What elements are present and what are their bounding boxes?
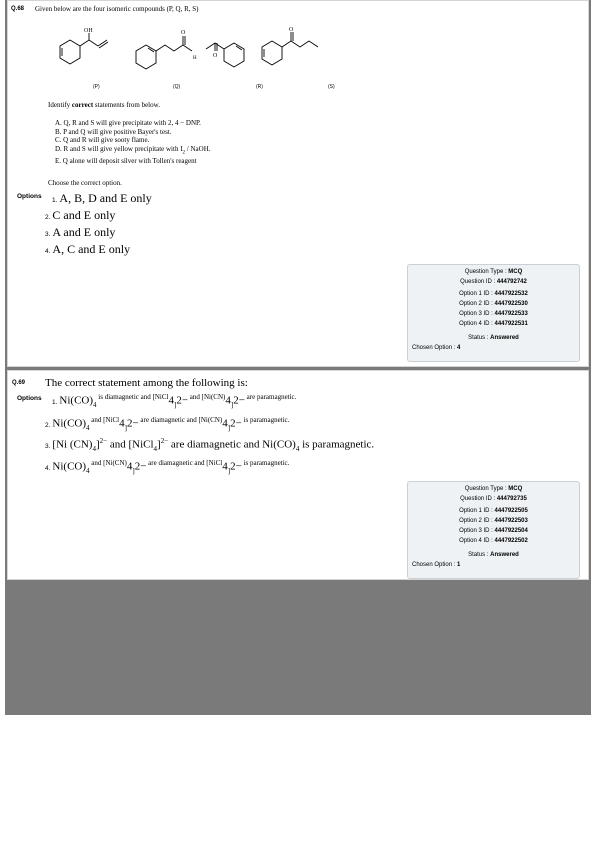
option-text-segment: 4: [119, 417, 125, 430]
option-text-segment: Ni(CO): [52, 460, 87, 473]
atom-oh: OH: [84, 28, 93, 34]
option-text-segment: is paramagnetic.: [299, 438, 375, 451]
option-text-segment: 4: [86, 423, 90, 432]
question-info-panel: Question Type : MCQ Question ID : 444792742 Option 1 ID : 4447922532 Option 2 ID : 4447922530 Option 3 ID : 4447922533 Option 4 ID : 4447922531 Status : Answered Chosen Option : 4: [407, 264, 580, 362]
option-text-segment: ]: [124, 423, 127, 432]
question-69: [7, 370, 589, 580]
option-text-segment: 4: [153, 444, 158, 453]
option-text-segment: 2−: [160, 437, 169, 445]
option-text-segment: Ni(CO): [59, 394, 94, 407]
option-number: 1.: [52, 398, 58, 406]
option-text-segment: ]: [227, 466, 231, 475]
option-text-segment: 4: [86, 466, 90, 475]
atom-o-r: O: [213, 53, 218, 59]
option-2[interactable]: [45, 416, 289, 432]
ring-s: [262, 41, 282, 65]
ring-p: [60, 40, 80, 64]
option-text-segment: 2−: [126, 417, 139, 430]
option-text-segment: ]: [157, 438, 161, 451]
option-3[interactable]: 3. A and E only: [45, 225, 116, 239]
option-text-segment: ]: [227, 423, 231, 432]
atom-h-q: H: [193, 56, 197, 61]
question-number: Q.69: [12, 380, 26, 386]
option-text-segment: and [NiCl: [89, 416, 120, 424]
option-text-segment: and [Ni(CN): [188, 393, 226, 401]
option-text-segment: 4: [92, 444, 96, 453]
option-text-segment: 4: [295, 444, 300, 453]
identify-instruction: Identify correct statements from below.: [48, 101, 160, 109]
statement-b: B. P and Q will give positive Bayer's test.: [55, 127, 172, 136]
option-text-segment: and [Ni(CN): [89, 459, 127, 467]
statement-e: E. Q alone will deposit silver with Tollen's reagent: [55, 157, 197, 166]
option-text-segment: 2−: [230, 460, 242, 473]
atom-o-q: O: [181, 30, 186, 36]
label-r: (R): [256, 84, 263, 90]
option-text-segment: is diamagnetic and [NiCl: [96, 393, 169, 401]
statement-d: D. R and S will give yellow precipitate with $I_2$ / NaOH.: [55, 144, 211, 155]
option-text-segment: is paramagnetic.: [241, 416, 290, 424]
statement-list: [55, 119, 211, 166]
label-q: (Q): [173, 84, 181, 90]
option-text-segment: [Ni (CN): [52, 438, 93, 451]
option-text-segment: Ni(CO): [52, 417, 87, 430]
option-text-segment: are diamagnetic and Ni(CO): [168, 438, 296, 451]
option-text-segment: 4: [222, 460, 228, 473]
option-text-segment: are paramagnetic.: [244, 393, 297, 401]
option-text-segment: 4: [225, 394, 231, 407]
option-text-segment: 2−: [134, 460, 147, 473]
option-2[interactable]: 2. C and E only: [45, 208, 116, 222]
option-number: 4.: [45, 464, 51, 472]
label-p: (P): [93, 84, 100, 90]
option-number: 3.: [45, 442, 51, 450]
question-prompt: The correct statement among the following is:: [45, 377, 248, 389]
option-text-segment: 2−: [99, 437, 108, 445]
question-prompt: Given below are the four isomeric compounds (P, Q, R, S): [35, 5, 199, 13]
question-68: [7, 0, 589, 367]
option-text-segment: and [NiCl: [107, 438, 154, 451]
atom-o-s: O: [289, 27, 294, 33]
option-1[interactable]: [52, 393, 296, 409]
option-text-segment: ]: [230, 400, 234, 409]
chain-s: [282, 41, 318, 47]
options-label: Options: [17, 395, 42, 402]
ring-q: [136, 45, 156, 69]
choose-instruction: Choose the correct option.: [48, 179, 122, 187]
option-text-segment: are diamagnetic and [Ni(CN): [138, 416, 223, 424]
option-4[interactable]: [45, 459, 289, 475]
option-text-segment: are diamagnetic and [NiCl: [146, 459, 223, 467]
option-text-segment: 2−: [176, 394, 189, 407]
question-info-panel: Question Type : MCQ Question ID : 444792735 Option 1 ID : 4447922505 Option 2 ID : 4447922503 Option 3 ID : 4447922504 Option 4 ID : 4447922502 Status : Answered Chosen Option : 1: [407, 481, 580, 579]
label-s: (S): [328, 84, 335, 90]
option-number: 2.: [45, 421, 51, 429]
option-text-segment: 2−: [233, 394, 245, 407]
statement-a: A. Q, R and S will give precipitate with 2, 4 − DNP.: [55, 119, 201, 127]
option-3[interactable]: [45, 437, 374, 453]
option-text-segment: ]: [132, 466, 135, 475]
option-text-segment: 4: [93, 400, 97, 409]
option-4[interactable]: 4. A, C and E only: [45, 242, 131, 256]
option-text-segment: is paramagnetic.: [241, 459, 290, 467]
ring-r: [224, 43, 244, 67]
options-label: Options: [17, 193, 42, 200]
option-1[interactable]: 1. A, B, D and E only: [52, 191, 152, 205]
option-text-segment: ]: [95, 438, 100, 451]
question-number: Q.68: [11, 6, 25, 12]
option-text-segment: 4: [222, 417, 228, 430]
option-text-segment: 2−: [230, 417, 242, 430]
statement-c: C. Q and R will give sooty flame.: [55, 136, 150, 144]
isomer-structures: [48, 21, 378, 79]
chain-q: [156, 45, 192, 51]
option-text-segment: ]: [173, 400, 177, 409]
option-text-segment: 4: [126, 460, 133, 473]
option-text-segment: 4: [168, 394, 174, 407]
